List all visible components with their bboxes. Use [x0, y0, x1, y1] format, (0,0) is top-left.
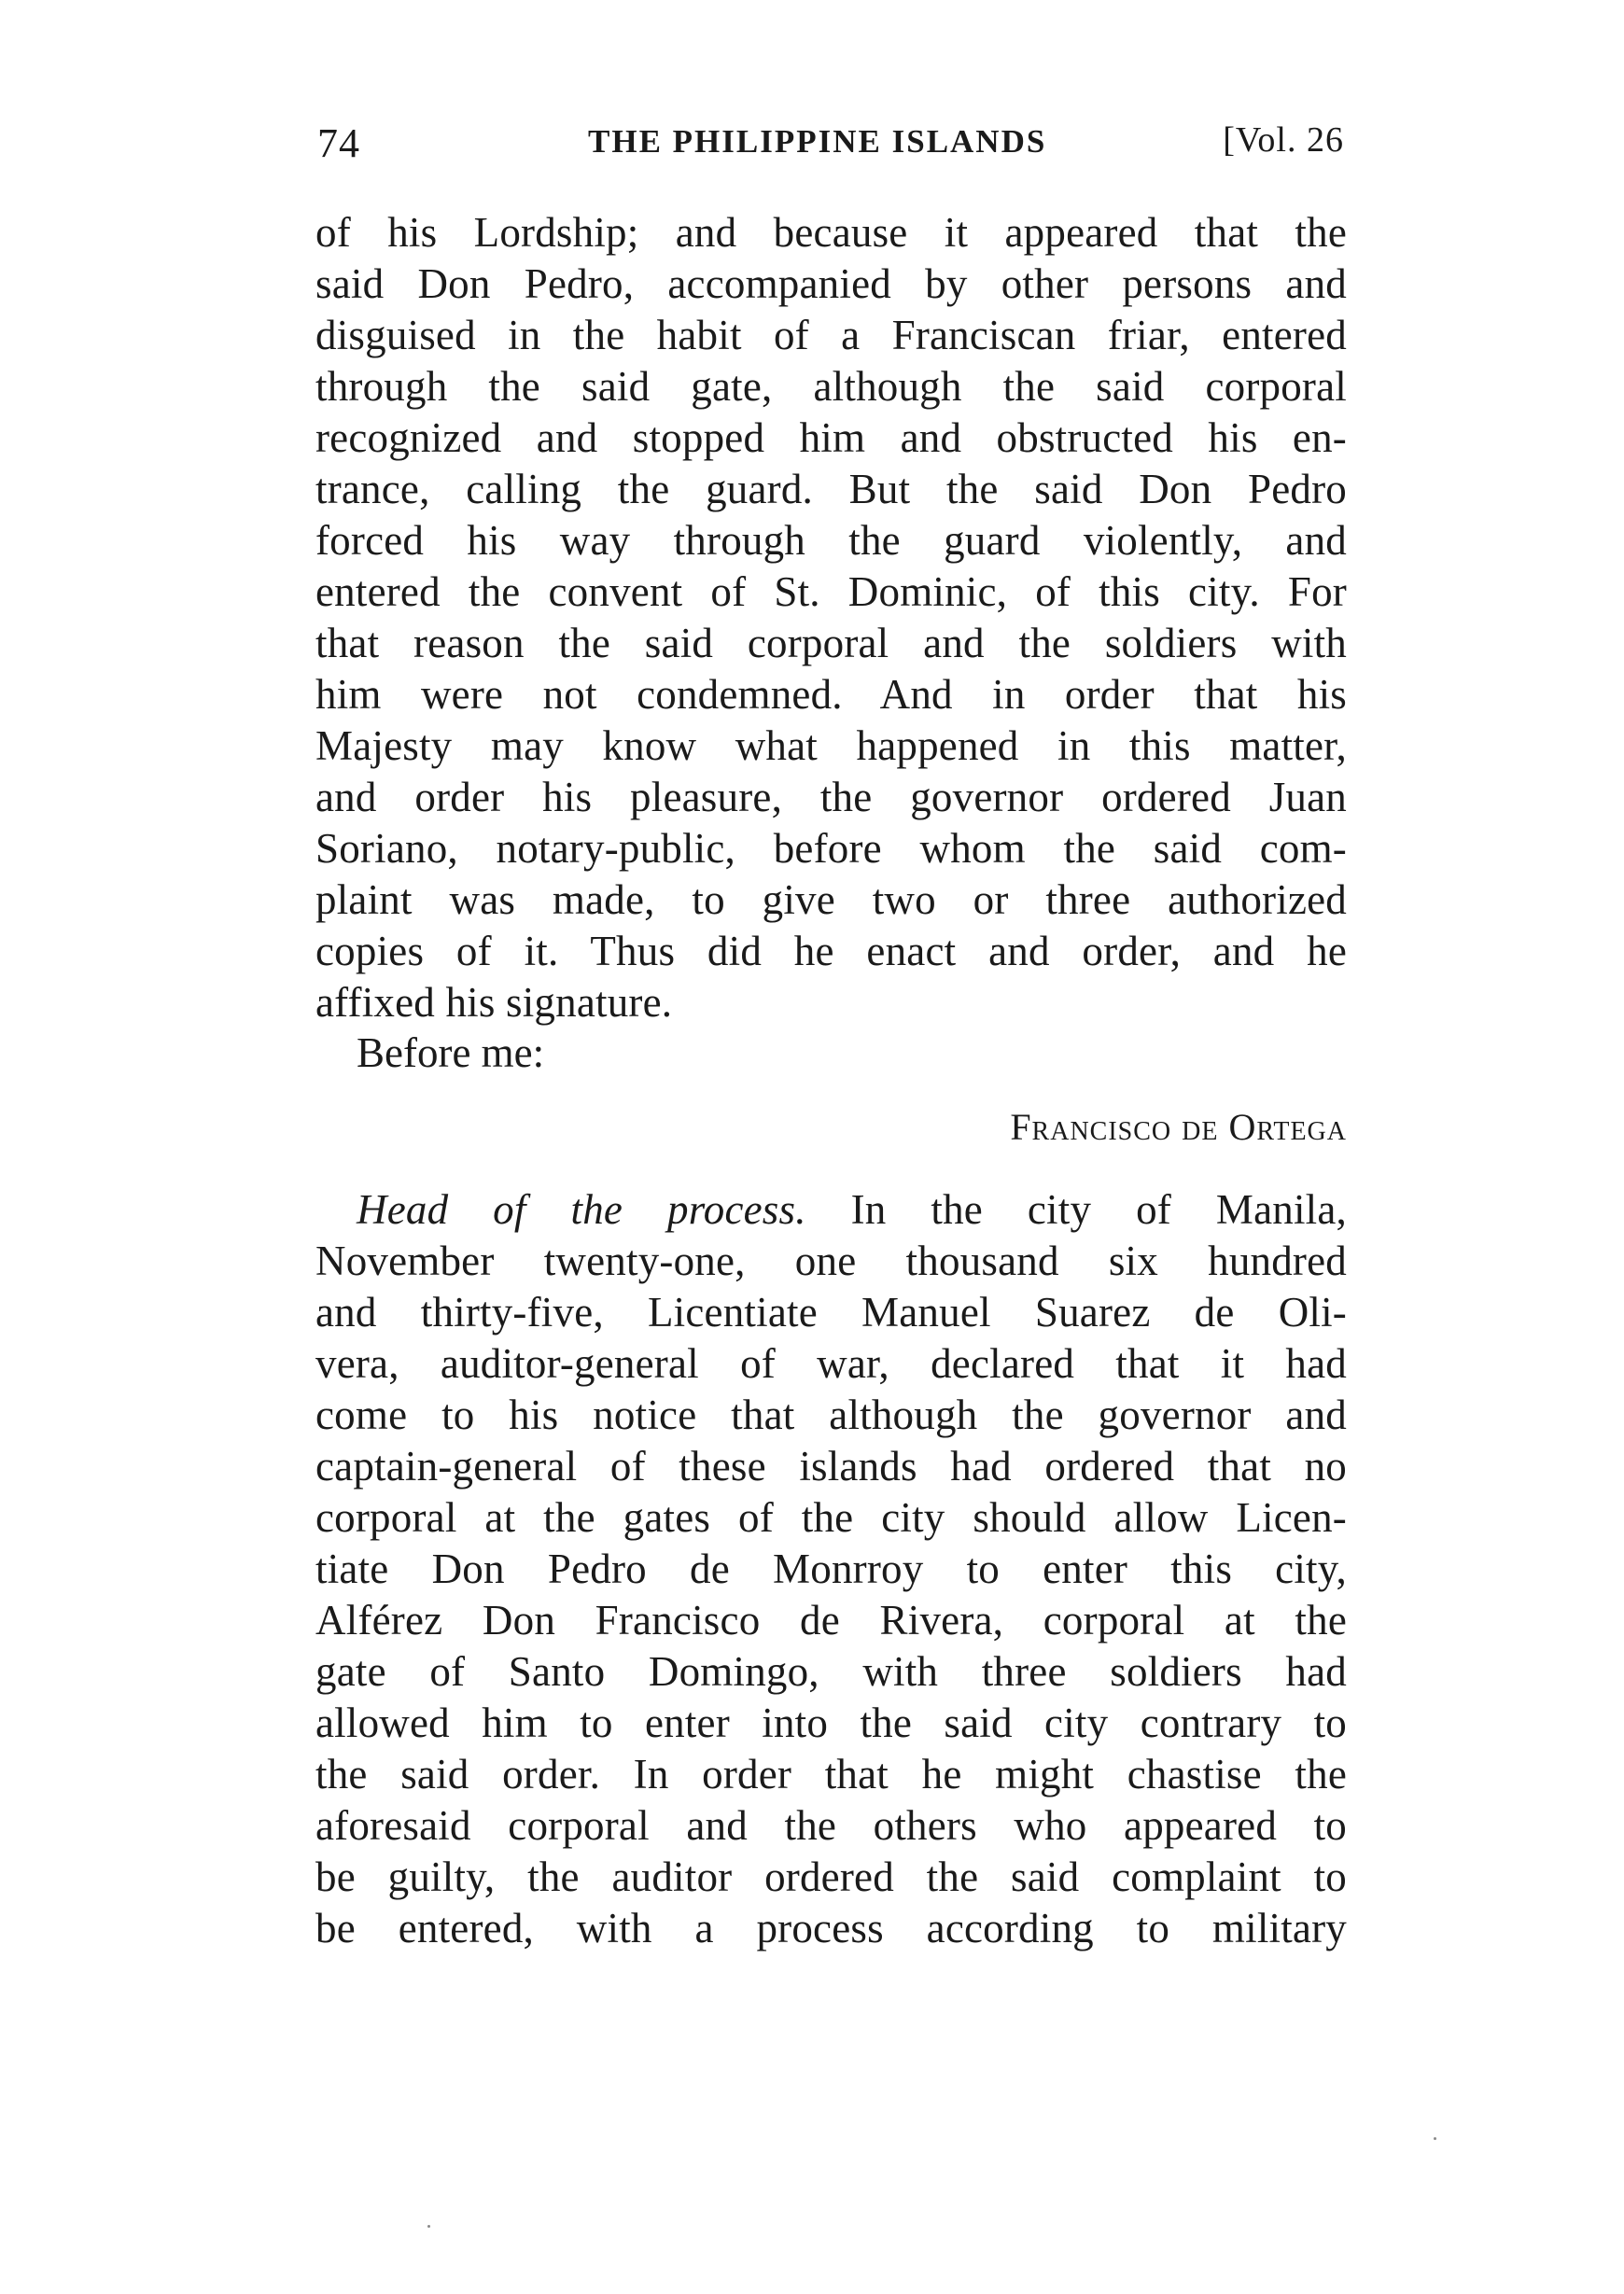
text-line: said Don Pedro, accompanied by other persons and: [315, 260, 1347, 307]
text-line: that reason the said corporal and the soldiers with: [315, 620, 1347, 666]
running-title: THE PHILIPPINE ISLANDS: [588, 123, 1047, 160]
text-line: the said order. In order that he might chastise the: [315, 1751, 1347, 1797]
text-line: tiate Don Pedro de Monrroy to enter this city,: [315, 1546, 1347, 1592]
text-line: Soriano, notary-public, before whom the said com-: [315, 825, 1347, 872]
text-line: affixed his signature.: [315, 979, 673, 1026]
paragraph-two: [315, 1184, 1347, 1954]
page-number: 74: [317, 120, 360, 166]
before-me-label: Before me:: [357, 1029, 545, 1076]
paper-speck: [1434, 2137, 1436, 2140]
volume-label: [Vol. 26: [1223, 120, 1344, 160]
text-line: and order his pleasure, the governor ordered Juan: [315, 774, 1347, 820]
text-line: allowed him to enter into the said city contrary to: [315, 1700, 1347, 1746]
text-line: and thirty-five, Licentiate Manuel Suarez de Oli-: [315, 1289, 1347, 1336]
text-line: corporal at the gates of the city should allow Licen-: [315, 1494, 1347, 1541]
text-line: of his Lordship; and because it appeared that the: [315, 209, 1347, 256]
text-line: vera, auditor-general of war, declared that it had: [315, 1340, 1347, 1387]
text-line: be entered, with a process according to military: [315, 1905, 1347, 1951]
signer-name: Francisco de Ortega: [1010, 1106, 1347, 1148]
paper-speck: [427, 2225, 430, 2228]
text-line: trance, calling the guard. But the said Don Pedro: [315, 466, 1347, 512]
text-line: come to his notice that although the governor and: [315, 1392, 1347, 1438]
text-line: gate of Santo Domingo, with three soldiers had: [315, 1648, 1347, 1695]
paragraph-one: [315, 207, 1347, 1028]
signature-block: [315, 1028, 1347, 1149]
text-line: Majesty may know what happened in this matter,: [315, 722, 1347, 769]
text-line: captain-general of these islands had ordered that no: [315, 1443, 1347, 1490]
section-heading: Head of the process.: [357, 1186, 806, 1233]
text-line: copies of it. Thus did he enact and order, and he: [315, 928, 1347, 974]
page-header: [317, 112, 1344, 168]
text-line-lead: [315, 1184, 1347, 1236]
text-line: disguised in the habit of a Franciscan friar, entered: [315, 312, 1347, 358]
text-line: him were not condemned. And in order that his: [315, 671, 1347, 718]
text-line: aforesaid corporal and the others who appeared to: [315, 1802, 1347, 1849]
text-line: be guilty, the auditor ordered the said complaint to: [315, 1853, 1347, 1900]
text-line: through the said gate, although the said corporal: [315, 363, 1347, 410]
text-line: November twenty-one, one thousand six hundred: [315, 1238, 1347, 1284]
text-line: Alférez Don Francisco de Rivera, corporal at the: [315, 1597, 1347, 1644]
text-line-rest: In the city of Manila,: [805, 1186, 1347, 1233]
text-line: recognized and stopped him and obstructed his en-: [315, 414, 1347, 461]
text-line: entered the convent of St. Dominic, of this city. For: [315, 568, 1347, 615]
text-line: forced his way through the guard violently, and: [315, 517, 1347, 564]
text-line: plaint was made, to give two or three authorized: [315, 876, 1347, 923]
